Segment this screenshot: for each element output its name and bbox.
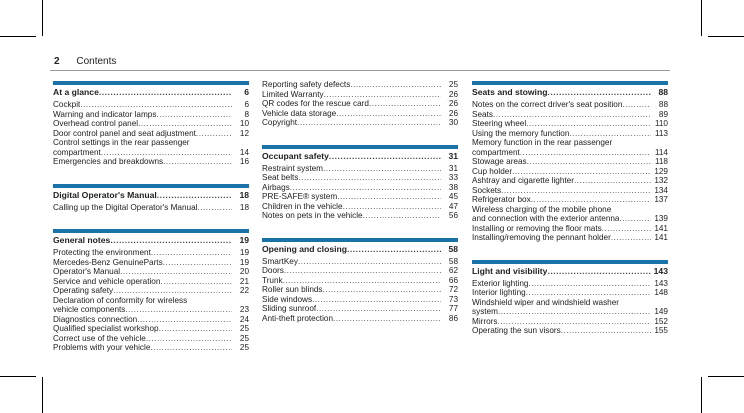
toc-entry[interactable] bbox=[262, 109, 458, 119]
section-bar bbox=[472, 260, 668, 264]
entry-page: 149 bbox=[654, 307, 668, 316]
toc-entry[interactable] bbox=[472, 307, 668, 317]
entry-page: 45 bbox=[448, 192, 458, 201]
entry-page: 62 bbox=[448, 266, 458, 275]
entry-page: 155 bbox=[654, 326, 668, 335]
toc-entry[interactable] bbox=[53, 258, 249, 268]
entry-page: 38 bbox=[448, 182, 458, 192]
toc-entry[interactable] bbox=[53, 110, 249, 120]
entry-title: Copyright bbox=[262, 118, 298, 127]
section-page: 143 bbox=[653, 265, 668, 276]
entry-title: compartment bbox=[472, 147, 520, 157]
leader-dots bbox=[163, 157, 232, 167]
entry-page: 26 bbox=[448, 108, 458, 118]
leader-dots bbox=[343, 202, 441, 212]
entry-page: 33 bbox=[448, 173, 458, 182]
leader-dots bbox=[512, 167, 651, 177]
toc-entry[interactable] bbox=[472, 279, 668, 289]
entry-page: 141 bbox=[654, 233, 668, 242]
entry-title: Calling up the Digital Operator's Manual bbox=[53, 202, 198, 212]
entry-title: Side windows bbox=[262, 294, 313, 304]
entry-page: 148 bbox=[654, 288, 668, 297]
entry-page: 88 bbox=[658, 100, 668, 109]
leader-dots bbox=[493, 110, 651, 120]
entry-title: Seats bbox=[472, 109, 493, 119]
entry-title: Cockpit bbox=[53, 100, 81, 109]
toc-entry[interactable] bbox=[262, 202, 458, 212]
leader-dots bbox=[363, 211, 441, 221]
leader-dots bbox=[547, 266, 650, 276]
entry-page: 139 bbox=[654, 214, 668, 223]
leader-dots bbox=[531, 195, 651, 205]
crop-mark bbox=[701, 0, 702, 36]
entry-title: Operator's Manual bbox=[53, 267, 121, 276]
entry-page: 25 bbox=[239, 333, 249, 343]
leader-dots bbox=[80, 100, 232, 110]
section-heading-occupant-safety[interactable] bbox=[262, 151, 458, 161]
leader-dots bbox=[290, 183, 441, 193]
toc-entry[interactable] bbox=[262, 164, 458, 174]
entry-page: 132 bbox=[654, 176, 668, 185]
leader-dots bbox=[619, 214, 651, 224]
toc-entry[interactable] bbox=[472, 129, 668, 139]
toc-entry-line: Wireless charging of the mobile phone bbox=[472, 204, 612, 214]
entry-page: 21 bbox=[239, 276, 249, 286]
section-page: 31 bbox=[448, 150, 458, 161]
entry-title: Service and vehicle operation bbox=[53, 276, 161, 286]
entry-title: Doors bbox=[262, 266, 284, 275]
toc-entry[interactable] bbox=[262, 304, 458, 314]
entry-title: Stowage areas bbox=[472, 157, 527, 166]
toc-entry[interactable] bbox=[262, 295, 458, 305]
leader-dots bbox=[501, 186, 651, 196]
entry-page: 86 bbox=[448, 313, 458, 323]
section-bar bbox=[262, 238, 458, 242]
entry-page: 47 bbox=[448, 201, 458, 211]
leader-dots bbox=[337, 192, 441, 202]
toc-entry[interactable] bbox=[472, 326, 668, 336]
toc-entry[interactable] bbox=[53, 157, 249, 167]
entry-title: Roller sun blinds bbox=[262, 285, 323, 294]
entry-title: Steering wheel bbox=[472, 119, 527, 128]
toc-entry[interactable] bbox=[472, 157, 668, 167]
section-page: 18 bbox=[239, 189, 249, 200]
entry-title: Correct use of the vehicle bbox=[53, 333, 146, 343]
entry-title: Trunk bbox=[262, 275, 283, 285]
toc-entry[interactable] bbox=[262, 314, 458, 324]
entry-title: Operating the sun visors bbox=[472, 326, 561, 335]
entry-page: 23 bbox=[239, 305, 249, 314]
toc-section bbox=[472, 260, 668, 336]
leader-dots bbox=[99, 87, 232, 97]
entry-title: Children in the vehicle bbox=[262, 201, 343, 211]
entry-title: Exterior lighting bbox=[472, 278, 529, 288]
leader-dots bbox=[137, 315, 232, 325]
toc-entry[interactable] bbox=[53, 286, 249, 296]
entry-page: 66 bbox=[448, 275, 458, 285]
entry-page: 25 bbox=[448, 80, 458, 89]
section-title: Digital Operator's Manual bbox=[53, 189, 157, 200]
page-number: 2 bbox=[54, 56, 60, 67]
entry-page: 134 bbox=[654, 185, 668, 195]
leader-dots bbox=[574, 176, 651, 186]
entry-page: 113 bbox=[654, 128, 668, 138]
entry-title: Anti-theft protection bbox=[262, 313, 333, 323]
toc-entry[interactable] bbox=[472, 214, 668, 224]
leader-dots bbox=[120, 267, 232, 277]
leader-dots bbox=[113, 286, 232, 296]
leader-dots bbox=[323, 164, 441, 174]
leader-dots bbox=[622, 100, 651, 110]
entry-title: Restraint system bbox=[262, 163, 323, 173]
entry-page: 18 bbox=[239, 202, 249, 212]
leader-dots bbox=[197, 203, 232, 213]
toc-entry-line: Control settings in the rear passenger bbox=[53, 138, 190, 147]
toc-entry[interactable] bbox=[472, 100, 668, 110]
leader-dots bbox=[527, 157, 651, 167]
entry-title: QR codes for the rescue card bbox=[262, 99, 369, 108]
toc-section bbox=[53, 184, 249, 213]
leader-dots bbox=[283, 276, 441, 286]
entry-page: 110 bbox=[654, 119, 668, 128]
entry-page: 25 bbox=[239, 324, 249, 333]
entry-page: 114 bbox=[654, 147, 668, 157]
entry-title: Diagnostics connection bbox=[53, 314, 138, 324]
toc-entry[interactable] bbox=[53, 315, 249, 325]
leader-dots bbox=[336, 109, 441, 119]
entry-page: 129 bbox=[654, 166, 668, 176]
entry-page: 137 bbox=[654, 195, 668, 204]
entry-page: 152 bbox=[654, 316, 668, 326]
toc-entry[interactable] bbox=[53, 334, 249, 344]
toc-column-3 bbox=[472, 81, 668, 353]
entry-title: Emergencies and breakdowns bbox=[53, 157, 164, 166]
leader-dots bbox=[125, 305, 232, 315]
leader-dots bbox=[547, 87, 651, 97]
toc-entry[interactable] bbox=[53, 343, 249, 353]
crop-mark bbox=[0, 376, 36, 377]
section-bar bbox=[53, 81, 249, 85]
toc-entry[interactable] bbox=[53, 119, 249, 129]
toc-entry[interactable] bbox=[53, 305, 249, 315]
toc-entry-line: Memory function in the rear passenger bbox=[472, 138, 613, 147]
entry-page: 26 bbox=[448, 99, 458, 108]
entry-title: Sliding sunroof bbox=[262, 304, 317, 313]
entry-page: 73 bbox=[448, 294, 458, 304]
toc-entry[interactable] bbox=[262, 173, 458, 183]
leader-dots bbox=[298, 257, 441, 267]
leader-dots bbox=[561, 326, 651, 336]
entry-page: 58 bbox=[448, 256, 458, 266]
leader-dots bbox=[101, 148, 232, 158]
toc-entry[interactable] bbox=[472, 148, 668, 158]
entry-title: compartment bbox=[53, 147, 101, 157]
toc-entry[interactable] bbox=[53, 203, 249, 213]
toc-section bbox=[53, 229, 249, 353]
entry-page: 16 bbox=[239, 157, 249, 166]
header-divider bbox=[50, 70, 670, 71]
section-bar bbox=[262, 145, 458, 149]
section-bar bbox=[53, 184, 249, 188]
toc-entry[interactable] bbox=[53, 248, 249, 258]
entry-page: 26 bbox=[448, 89, 458, 99]
entry-title: Sockets bbox=[472, 185, 502, 195]
toc-entry[interactable] bbox=[262, 99, 458, 109]
entry-page: 118 bbox=[654, 157, 668, 166]
toc-entry[interactable] bbox=[262, 276, 458, 286]
entry-title: Ashtray and cigarette lighter bbox=[472, 176, 574, 185]
entry-page: 6 bbox=[244, 100, 249, 109]
entry-title: Interior lighting bbox=[472, 288, 526, 297]
crop-mark bbox=[708, 36, 744, 37]
leader-dots bbox=[329, 151, 441, 161]
entry-title: system bbox=[472, 307, 498, 316]
section-heading-opening-and-closing[interactable] bbox=[262, 244, 458, 254]
toc-section bbox=[262, 80, 458, 128]
toc-entry[interactable] bbox=[262, 211, 458, 221]
entry-title: Reporting safety defects bbox=[262, 80, 351, 89]
section-bar bbox=[472, 81, 668, 85]
entry-page: 141 bbox=[654, 223, 668, 233]
toc-entry[interactable] bbox=[472, 167, 668, 177]
toc-entry[interactable] bbox=[53, 148, 249, 158]
leader-dots bbox=[569, 129, 651, 139]
entry-title: Notes on the correct driver's seat position bbox=[472, 100, 623, 109]
crop-mark bbox=[0, 36, 36, 37]
entry-page: 56 bbox=[448, 211, 458, 220]
toc-entry[interactable] bbox=[262, 183, 458, 193]
toc-entry[interactable] bbox=[472, 119, 668, 129]
section-title: General notes bbox=[53, 235, 111, 245]
toc-entry[interactable] bbox=[472, 176, 668, 186]
entry-page: 14 bbox=[239, 147, 249, 157]
toc-column-2 bbox=[262, 80, 458, 340]
toc-entry[interactable] bbox=[53, 267, 249, 277]
section-title: Light and visibility bbox=[472, 265, 548, 276]
crop-mark bbox=[701, 377, 702, 413]
section-heading-seats-and-stowing[interactable] bbox=[472, 87, 668, 97]
entry-page: 19 bbox=[239, 248, 249, 257]
toc-entry[interactable] bbox=[472, 317, 668, 327]
leader-dots bbox=[333, 314, 441, 324]
entry-page: 12 bbox=[239, 128, 249, 138]
leader-dots bbox=[526, 288, 651, 298]
entry-title: Door control panel and seat adjustment bbox=[53, 128, 196, 138]
toc-entry[interactable] bbox=[53, 324, 249, 334]
leader-dots bbox=[611, 233, 651, 243]
toc-entry[interactable] bbox=[262, 266, 458, 276]
leader-dots bbox=[163, 258, 232, 268]
toc-entry[interactable] bbox=[472, 224, 668, 234]
entry-title: Qualified specialist workshop bbox=[53, 324, 159, 333]
entry-title: vehicle components bbox=[53, 305, 126, 314]
section-title: Opening and closing bbox=[262, 243, 347, 254]
toc-entry-line: Declaration of conformity for wireless bbox=[53, 295, 188, 305]
entry-title: Installing or removing the floor mats bbox=[472, 223, 602, 233]
toc-entry[interactable] bbox=[472, 288, 668, 298]
section-title: Occupant safety bbox=[262, 150, 329, 161]
section-page: 88 bbox=[658, 87, 668, 97]
entry-page: 143 bbox=[654, 278, 668, 288]
entry-title: Protecting the environment bbox=[53, 248, 151, 257]
section-title: At a glance bbox=[53, 87, 99, 97]
entry-page: 30 bbox=[448, 118, 458, 127]
toc-section bbox=[262, 145, 458, 221]
leader-dots bbox=[528, 279, 651, 289]
entry-title: Airbags bbox=[262, 182, 290, 192]
crop-mark bbox=[42, 0, 43, 36]
entry-title: Operating safety bbox=[53, 286, 114, 295]
toc-section bbox=[472, 81, 668, 243]
leader-dots bbox=[298, 173, 441, 183]
toc-entry[interactable] bbox=[262, 118, 458, 128]
leader-dots bbox=[350, 80, 441, 90]
entry-title: Notes on pets in the vehicle bbox=[262, 211, 363, 220]
entry-title: Cup holder bbox=[472, 166, 513, 176]
leader-dots bbox=[526, 119, 651, 129]
entry-page: 72 bbox=[448, 285, 458, 294]
entry-title: Limited Warranty bbox=[262, 89, 324, 99]
toc-entry[interactable] bbox=[53, 129, 249, 139]
entry-page: 24 bbox=[239, 314, 249, 324]
toc-entry[interactable] bbox=[53, 277, 249, 287]
leader-dots bbox=[323, 285, 441, 295]
toc-entry[interactable] bbox=[472, 186, 668, 196]
entry-page: 20 bbox=[239, 267, 249, 276]
section-heading-digital-operator-s-manual[interactable] bbox=[53, 190, 249, 200]
toc-section bbox=[262, 238, 458, 324]
crop-mark bbox=[42, 377, 43, 413]
entry-title: Installing/removing the pennant holder bbox=[472, 233, 611, 242]
section-title: Seats and stowing bbox=[472, 87, 548, 97]
leader-dots bbox=[156, 110, 232, 120]
entry-page: 31 bbox=[448, 163, 458, 173]
leader-dots bbox=[602, 224, 651, 234]
toc-entry-line: Windshield wiper and windshield washer bbox=[472, 297, 619, 307]
leader-dots bbox=[324, 90, 441, 100]
entry-page: 8 bbox=[244, 109, 249, 119]
page-header bbox=[54, 56, 116, 67]
toc-entry[interactable] bbox=[472, 195, 668, 205]
section-heading-light-and-visibility[interactable] bbox=[472, 266, 668, 276]
leader-dots bbox=[196, 129, 232, 139]
entry-page: 10 bbox=[239, 119, 249, 128]
toc-entry[interactable] bbox=[53, 100, 249, 110]
leader-dots bbox=[520, 148, 651, 158]
leader-dots bbox=[146, 334, 232, 344]
entry-page: 22 bbox=[239, 286, 249, 295]
leader-dots bbox=[498, 307, 651, 317]
entry-title: and connection with the exterior antenna bbox=[472, 214, 620, 223]
entry-page: 19 bbox=[239, 257, 249, 267]
leader-dots bbox=[138, 119, 232, 129]
entry-page: 89 bbox=[658, 109, 668, 119]
leader-dots bbox=[159, 324, 232, 334]
toc-section bbox=[53, 81, 249, 167]
leader-dots bbox=[312, 295, 441, 305]
leader-dots bbox=[157, 190, 232, 200]
crop-mark bbox=[708, 376, 744, 377]
section-page: 19 bbox=[239, 235, 249, 245]
entry-title: Seat belts bbox=[262, 173, 299, 182]
toc-entry[interactable] bbox=[472, 233, 668, 243]
entry-title: Warning and indicator lamps bbox=[53, 109, 157, 119]
entry-title: Mercedes-Benz GenuineParts bbox=[53, 257, 163, 267]
toc-entry[interactable] bbox=[472, 110, 668, 120]
leader-dots bbox=[497, 317, 651, 327]
toc-entry[interactable] bbox=[262, 90, 458, 100]
toc-entry[interactable] bbox=[262, 257, 458, 267]
entry-page: 77 bbox=[448, 304, 458, 313]
leader-dots bbox=[151, 248, 232, 258]
leader-dots bbox=[297, 118, 441, 128]
entry-title: Overhead control panel bbox=[53, 119, 139, 128]
leader-dots bbox=[347, 244, 441, 254]
toc-column-1 bbox=[53, 81, 249, 370]
section-bar bbox=[53, 229, 249, 233]
page-title: Contents bbox=[76, 56, 117, 67]
toc-entry[interactable] bbox=[262, 285, 458, 295]
entry-title: Problems with your vehicle bbox=[53, 343, 151, 352]
entry-title: Mirrors bbox=[472, 316, 498, 326]
leader-dots bbox=[284, 266, 441, 276]
leader-dots bbox=[160, 277, 232, 287]
entry-title: Refrigerator box bbox=[472, 195, 531, 204]
section-page: 58 bbox=[448, 243, 458, 254]
section-page: 6 bbox=[244, 87, 249, 97]
entry-page: 25 bbox=[239, 343, 249, 352]
toc-entry[interactable] bbox=[262, 192, 458, 202]
leader-dots bbox=[150, 343, 232, 353]
leader-dots bbox=[110, 235, 232, 245]
section-heading-at-a-glance[interactable] bbox=[53, 87, 249, 97]
leader-dots bbox=[369, 99, 441, 109]
toc-entry[interactable] bbox=[262, 80, 458, 90]
section-heading-general-notes[interactable] bbox=[53, 235, 249, 245]
entry-title: SmartKey bbox=[262, 256, 298, 266]
entry-title: Using the memory function bbox=[472, 128, 570, 138]
entry-title: PRE-SAFE® system bbox=[262, 192, 338, 201]
leader-dots bbox=[316, 304, 441, 314]
entry-title: Vehicle data storage bbox=[262, 108, 337, 118]
